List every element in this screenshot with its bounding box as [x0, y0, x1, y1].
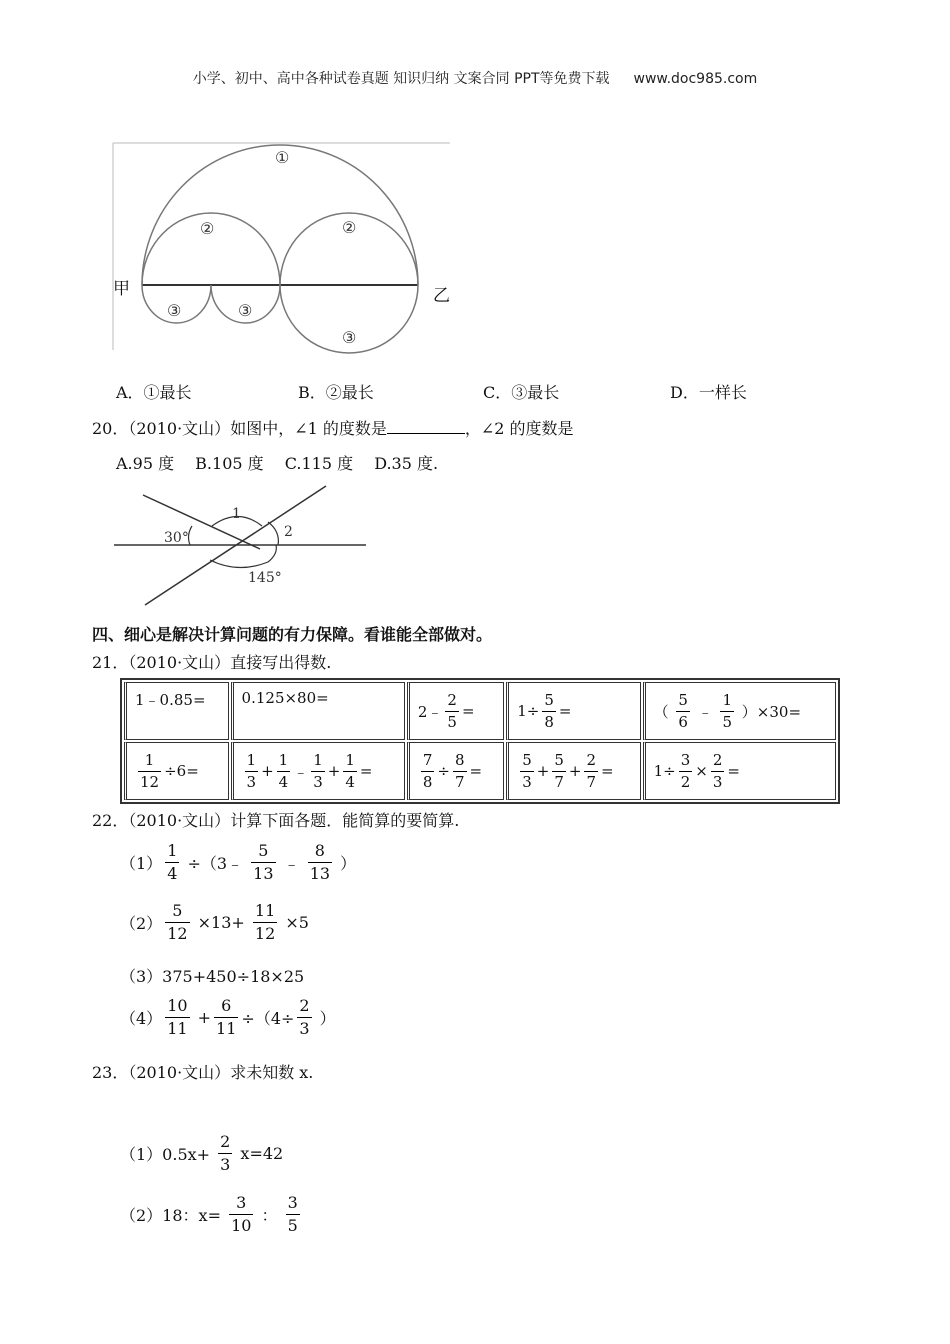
q22-item-3: （3）375+450÷18×25 [120, 967, 305, 986]
q22-item-2: （2） $\frac{5}{12}$ ×13+ $\frac{11}{12}$ ×5 [120, 901, 309, 943]
label-1: 1 [232, 506, 241, 522]
mark-3-c: ③ [342, 328, 357, 347]
cell-2-5[interactable]: 1÷ $\frac{3}{2}$ × $\frac{2}{3}$ = [643, 742, 836, 800]
label-30: 30° [164, 530, 189, 546]
label-yi: 乙 [433, 286, 450, 306]
option-d[interactable]: D．一样长 [670, 383, 747, 402]
q22-stem [92, 808, 459, 831]
cell-1-4[interactable]: 1÷ $\frac{5}{8}$ = [506, 682, 640, 740]
q23-text: 求未知数 x. [230, 1063, 314, 1082]
q21-source: （2010·文山） [128, 653, 231, 672]
cell-2-1[interactable]: $\frac{1}{12}$ ÷6= [124, 742, 229, 800]
mark-2-left: ② [200, 219, 215, 238]
q20-choices: A.95 度 B.105 度 C.115 度 D.35 度. [116, 454, 439, 473]
q20-text-a: 如图中，∠1 的度数是 [230, 419, 387, 438]
q20-answer-blank[interactable] [387, 419, 465, 434]
cell-2-4[interactable]: $\frac{5}{3}$ + $\frac{5}{7}$ + $\frac{2}{7}$ = [506, 742, 640, 800]
q23-source: （2010·文山） [128, 1063, 231, 1082]
header-url[interactable]: www.doc985.com [633, 71, 758, 87]
q20-number: 20． [92, 419, 129, 438]
mark-3-b: ③ [238, 301, 253, 320]
cell-2-2[interactable]: $\frac{1}{3}$ + $\frac{1}{4}$ ﹣ $\frac{1}{3}$ + $\frac{1}{4}$ = [231, 742, 405, 800]
section-title: 四、细心是解决计算问题的有力保障。看谁能全部做对。 [92, 625, 493, 644]
q20-stem [92, 416, 574, 439]
page-header [0, 68, 950, 88]
q22-number: 22． [92, 811, 129, 830]
label-145: 145° [248, 570, 282, 586]
q22-source: （2010·文山） [128, 811, 231, 830]
cell-2-3[interactable]: $\frac{7}{8}$ ÷ $\frac{8}{7}$ = [407, 742, 504, 800]
calc-table [120, 678, 840, 804]
angle-figure [110, 482, 372, 612]
q21-stem [92, 650, 331, 673]
mark-3-a: ③ [167, 301, 182, 320]
q23-item-2: （2）18：x= $\frac{3}{10}$ ： $\frac{3}{5}$ [120, 1193, 298, 1235]
arc-2 [268, 522, 278, 545]
label-2: 2 [284, 524, 293, 540]
mark-2-right: ② [342, 218, 357, 237]
cell-1-5[interactable]: （ $\frac{5}{6}$ ﹣ $\frac{1}{5}$ ）×30= [643, 682, 836, 740]
q22-item-4: （4） $\frac{10}{11}$ + $\frac{6}{11}$ ÷（4÷ $\frac{2}{3}$ ） [120, 996, 336, 1038]
arc-30 [189, 526, 192, 545]
q21-number: 21． [92, 653, 129, 672]
cell-1-1[interactable]: 1﹣0.85= [124, 682, 229, 740]
q20-source: （2010·文山） [128, 419, 231, 438]
option-b[interactable]: B．②最长 [298, 383, 374, 402]
cell-1-3[interactable]: 2﹣ $\frac{2}{5}$ = [407, 682, 504, 740]
q22-text: 计算下面各题．能简算的要简算. [230, 811, 460, 830]
mark-1: ① [275, 148, 290, 167]
arc-figure [105, 135, 465, 360]
option-c[interactable]: C．③最长 [483, 383, 560, 402]
label-jia: 甲 [113, 279, 130, 299]
option-a[interactable]: A．①最长 [116, 383, 192, 402]
q22-item-1: （1） $\frac{1}{4}$ ÷（3﹣ $\frac{5}{13}$ ﹣ $\frac{8}{13}$ ） [120, 841, 357, 883]
table-row [124, 742, 836, 800]
table-row [124, 682, 836, 740]
q21-text: 直接写出得数. [230, 653, 332, 672]
q20-text-b: ，∠2 的度数是 [464, 419, 574, 438]
cell-1-2[interactable]: 0.125×80= [231, 682, 405, 740]
q23-number: 23． [92, 1063, 129, 1082]
header-text: 小学、初中、高中各种试卷真题 知识归纳 文案合同 PPT等免费下载 [192, 71, 610, 87]
q23-item-1: （1）0.5x+ $\frac{2}{3}$ x=42 [120, 1132, 284, 1174]
q23-stem [92, 1060, 313, 1083]
